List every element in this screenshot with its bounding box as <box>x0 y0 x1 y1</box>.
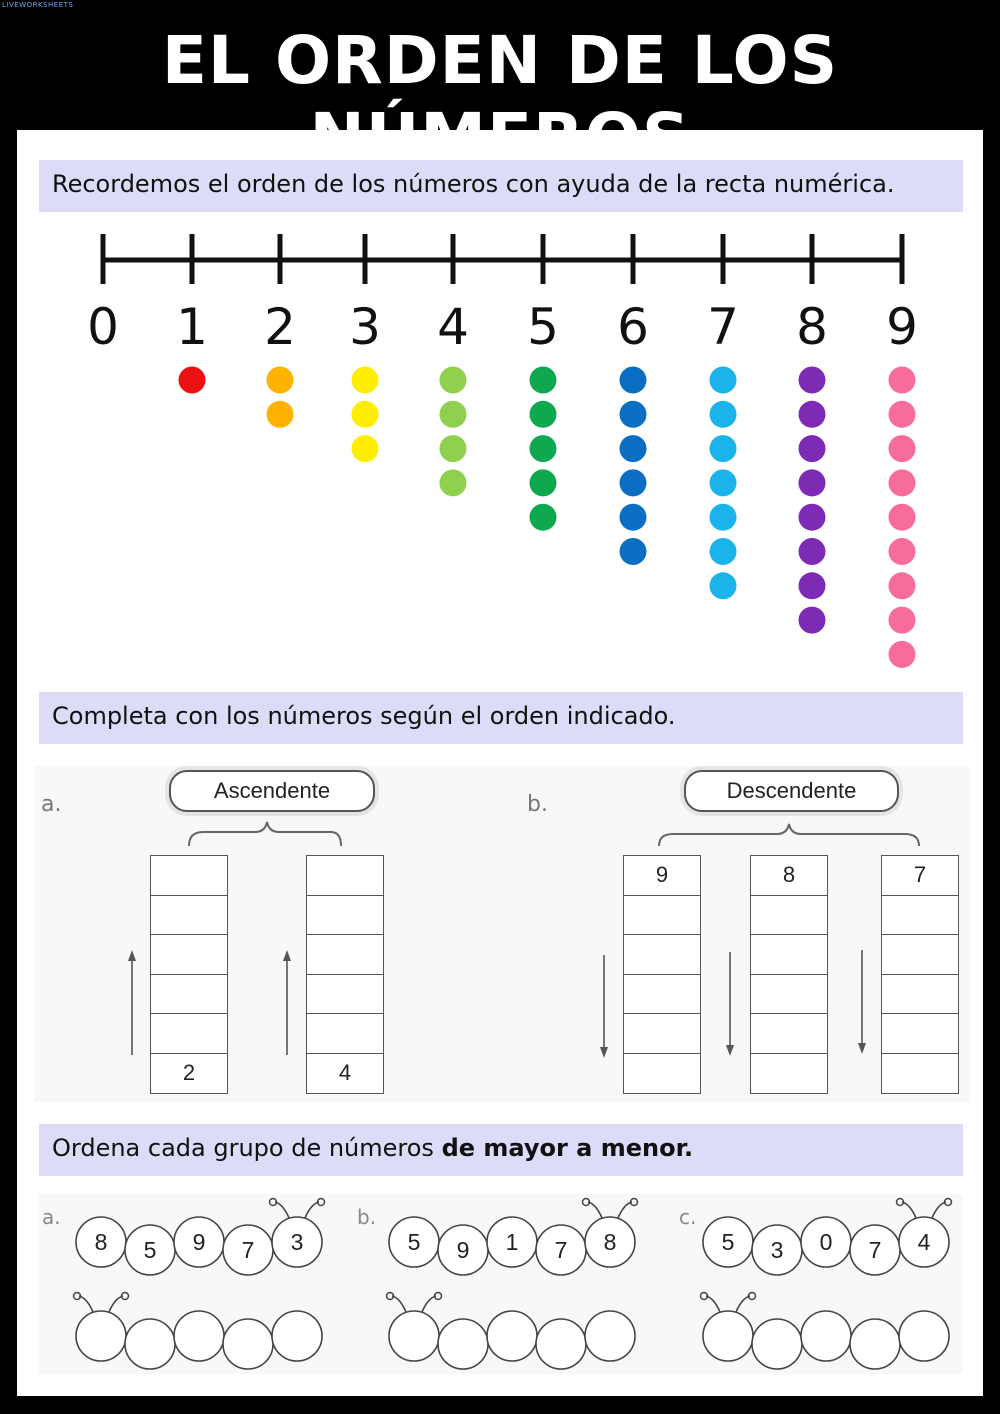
antenna-left <box>588 1202 602 1218</box>
number-label: 9 <box>886 298 918 356</box>
group-b-label: b. <box>357 1205 377 1229</box>
segment-number: 7 <box>554 1237 568 1263</box>
answer-segment[interactable] <box>76 1311 126 1361</box>
brand-logo: LIVEWORKSHEETS <box>2 1 74 9</box>
antenna-left <box>392 1296 406 1312</box>
number-label: 8 <box>796 298 828 356</box>
number-label: 3 <box>349 298 381 356</box>
number-label: 4 <box>437 298 469 356</box>
part-a-label: a. <box>41 792 62 817</box>
answer-segment[interactable] <box>272 1311 322 1361</box>
instruction-emphasis: de mayor a menor. <box>441 1134 694 1162</box>
caterpillar-numbers-b <box>389 1199 638 1276</box>
given-cell: 9 <box>624 856 700 896</box>
answer-segment[interactable] <box>899 1311 949 1361</box>
number-label: 1 <box>176 298 208 356</box>
answer-segment[interactable] <box>125 1319 175 1369</box>
segment-number: 5 <box>143 1237 157 1263</box>
antenna-left <box>902 1202 916 1218</box>
worksheet <box>17 130 983 1396</box>
given-cell: 7 <box>882 856 958 896</box>
caterpillar-answers-c[interactable] <box>701 1293 950 1370</box>
answer-segment[interactable] <box>174 1311 224 1361</box>
segment-number: 4 <box>917 1229 931 1255</box>
answer-segment[interactable] <box>536 1319 586 1369</box>
group-c-label: c. <box>679 1205 697 1229</box>
segment-number: 3 <box>290 1229 304 1255</box>
segment-number: 8 <box>603 1229 617 1255</box>
segment-number: 5 <box>721 1229 735 1255</box>
instruction-banner-1: Recordemos el orden de los números con ayuda de la recta numérica. <box>39 160 963 212</box>
descending-label: Descendente <box>684 770 899 812</box>
segment-number: 9 <box>456 1237 470 1263</box>
segment-number: 9 <box>192 1229 206 1255</box>
answer-segment[interactable] <box>487 1311 537 1361</box>
answer-segment[interactable] <box>389 1311 439 1361</box>
caterpillar-answers-a[interactable] <box>74 1293 323 1370</box>
number-label: 7 <box>707 298 739 356</box>
number-label: 6 <box>617 298 649 356</box>
ascending-label: Ascendente <box>169 770 375 812</box>
antenna-left <box>706 1296 720 1312</box>
antenna-right <box>736 1296 750 1312</box>
caterpillar-numbers-a <box>76 1199 325 1276</box>
number-label: 0 <box>87 298 119 356</box>
antenna-right <box>618 1202 632 1218</box>
segment-number: 3 <box>770 1237 784 1263</box>
caterpillar-numbers-c <box>703 1199 952 1276</box>
answer-segment[interactable] <box>223 1319 273 1369</box>
number-label: 2 <box>264 298 296 356</box>
answer-segment[interactable] <box>585 1311 635 1361</box>
segment-number: 8 <box>94 1229 108 1255</box>
answer-segment[interactable] <box>703 1311 753 1361</box>
answer-segment[interactable] <box>850 1319 900 1369</box>
answer-segment[interactable] <box>752 1319 802 1369</box>
part-b-label: b. <box>527 792 548 817</box>
segment-number: 0 <box>819 1229 833 1255</box>
caterpillar-answers-b[interactable] <box>387 1293 636 1370</box>
antenna-left <box>79 1296 93 1312</box>
answer-segment[interactable] <box>438 1319 488 1369</box>
segment-number: 7 <box>241 1237 255 1263</box>
segment-number: 7 <box>868 1237 882 1263</box>
given-cell: 8 <box>751 856 827 896</box>
instruction-banner-2: Completa con los números según el orden indicado. <box>39 692 963 744</box>
page-title: EL ORDEN DE LOS <box>161 22 839 99</box>
answer-segment[interactable] <box>801 1311 851 1361</box>
antenna-left <box>275 1202 289 1218</box>
segment-number: 1 <box>505 1229 519 1255</box>
antenna-right <box>109 1296 123 1312</box>
number-label: 5 <box>527 298 559 356</box>
given-cell: 4 <box>338 1059 352 1085</box>
segment-number: 5 <box>407 1229 421 1255</box>
caterpillars <box>17 130 983 1396</box>
antenna-right <box>932 1202 946 1218</box>
instruction-text: Ordena cada grupo de números <box>52 1134 442 1162</box>
group-a-label: a. <box>42 1205 61 1229</box>
antenna-right <box>422 1296 436 1312</box>
antenna-right <box>305 1202 319 1218</box>
given-cell: 2 <box>182 1059 196 1085</box>
